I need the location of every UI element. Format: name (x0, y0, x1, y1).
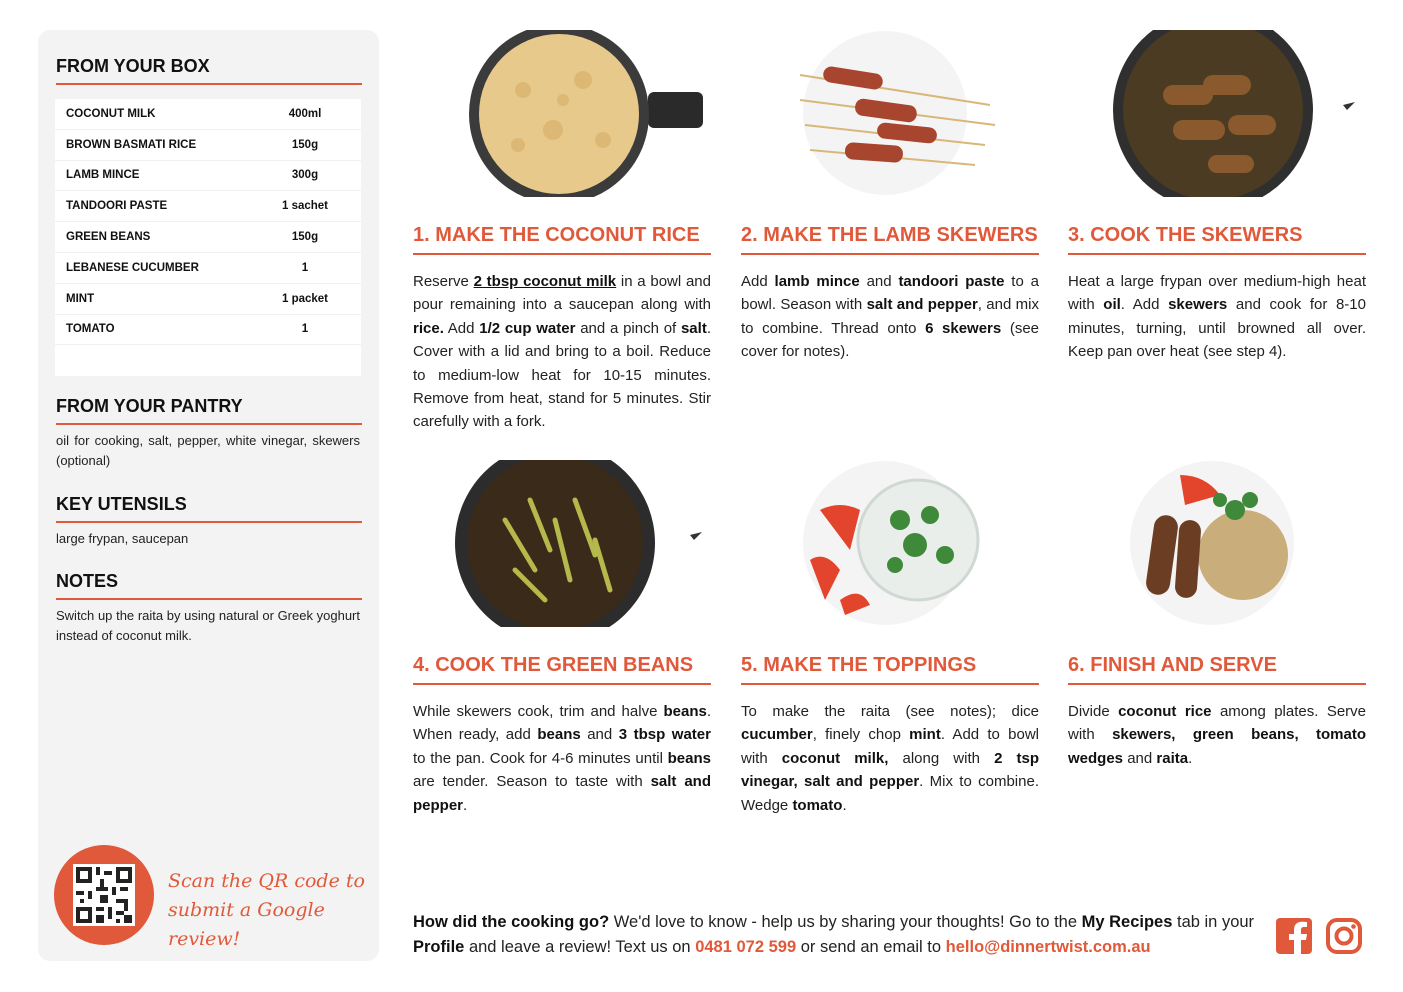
ingredient-row (55, 191, 361, 222)
step-3 (1068, 224, 1366, 364)
step-2-title: 2. MAKE THE LAMB SKEWERS (741, 224, 1039, 255)
pantry-text: oil for cooking, salt, pepper, white vinegar, skewers (optional) (56, 433, 360, 468)
bold-text: cucumber (741, 726, 813, 744)
facebook-icon[interactable] (1275, 917, 1313, 955)
step-2 (741, 224, 1039, 364)
feedback-footer (413, 910, 1263, 960)
text-run: . Cover with a lid and bring to a boil. Reduce to medium-low heat for 10-15 minutes. Remove from heat, stand for 5 minutes. Stir carefully with a fork. (413, 319, 711, 431)
text-run: Reserve (413, 273, 474, 290)
bold-text: oil (1103, 296, 1121, 314)
step-6-instructions (1068, 700, 1366, 770)
bold-text: My Recipes (1081, 913, 1173, 931)
plated-dish-image (1125, 460, 1300, 627)
step-5-instructions (741, 700, 1039, 817)
text-run: . Add to bowl with (741, 726, 1039, 767)
text-run: and a pinch of (575, 319, 681, 337)
bold-text: tomato (792, 796, 843, 814)
skewers-in-frypan-image (1108, 30, 1358, 197)
ingredient-row (55, 99, 361, 130)
text-run: (see cover for notes). (741, 319, 1039, 361)
text-run: Heat a large frypan over medium-high heat with (1068, 273, 1366, 314)
step-6 (1068, 654, 1366, 770)
text-run: To make the raita (see notes); dice (741, 703, 1039, 720)
step-4-instructions (413, 700, 711, 817)
text-run: Add (443, 319, 480, 337)
text-run: along with (888, 749, 995, 767)
ingredient-row (55, 284, 361, 315)
bold-text: 2 tbsp coconut milk (473, 273, 617, 290)
ingredient-name: TANDOORI PASTE (66, 200, 168, 213)
step-5 (741, 654, 1039, 817)
step-4 (413, 654, 711, 817)
bold-text: beans (663, 703, 707, 720)
bold-text: raita (1156, 749, 1189, 767)
text-run: or send an email to (796, 938, 946, 956)
text-run: are tender. Season to taste with (413, 773, 651, 791)
ingredient-row (55, 253, 361, 284)
step-1 (413, 224, 711, 434)
text-run: We'd love to know - help us by sharing your thoughts! Go to the (609, 913, 1082, 931)
bold-text: How did the cooking go? (413, 913, 610, 931)
qr-caption: Scan the QR code to submit a Google review! (168, 870, 365, 950)
step-5-title: 5. MAKE THE TOPPINGS (741, 654, 1039, 685)
step-3-title: 3. COOK THE SKEWERS (1068, 224, 1366, 255)
bold-text: lamb mince (774, 273, 860, 290)
notes-text: Switch up the raita by using natural or Greek yoghurt instead of coconut milk. (56, 608, 360, 643)
ingredient-qty: 150g (291, 138, 319, 151)
bold-text: skewers (1168, 296, 1228, 314)
ingredient-qty: 1 sachet (281, 200, 329, 213)
ingredient-name: MINT (66, 292, 95, 305)
bold-text: coconut rice (1118, 703, 1212, 720)
key-utensils-heading: KEY UTENSILS (56, 494, 362, 523)
ingredient-qty: 300g (291, 169, 319, 182)
bold-text: 3 tbsp water (618, 726, 711, 744)
text-run: . (463, 796, 468, 814)
text-run: Divide (1068, 703, 1119, 720)
contact-link[interactable]: 0481 072 599 (695, 938, 797, 956)
bold-text: salt and pepper (866, 296, 978, 314)
text-run: . When ready, add (413, 703, 711, 744)
ingredient-row (55, 222, 361, 253)
qr-code-icon (73, 864, 135, 926)
bold-text: tandoori paste (898, 273, 1005, 290)
text-run: While skewers cook, trim and halve (413, 703, 664, 720)
text-run: and (1123, 749, 1157, 767)
text-run: to a bowl. Season with (741, 273, 1039, 314)
step-2-instructions (741, 270, 1039, 364)
ingredient-qty: 150g (291, 231, 319, 244)
bold-text: mint (909, 726, 941, 744)
step-3-instructions (1068, 270, 1366, 364)
rice-in-saucepan-image (463, 30, 703, 197)
text-run: , and mix to combine. Thread onto (741, 296, 1039, 337)
ingredient-row (55, 161, 361, 192)
text-run: among plates. Serve with (1068, 703, 1366, 744)
bold-text: 6 skewers (925, 319, 1002, 337)
text-run: . (842, 796, 847, 814)
raita-and-tomato-image (800, 460, 990, 627)
ingredient-qty: 1 (301, 323, 309, 336)
ingredients-sidebar (38, 30, 379, 961)
ingredient-qty: 1 (301, 261, 309, 274)
bold-text: Profile (413, 938, 465, 956)
ingredient-name: COCONUT MILK (66, 107, 156, 120)
bold-text: salt (680, 319, 707, 337)
bold-text: 1/2 cup water (479, 319, 576, 337)
text-run: and cook for 8-10 minutes, turning, until browned all over. Keep pan over heat (see step 4). (1068, 296, 1366, 361)
text-run: . (1188, 749, 1193, 767)
ingredient-name: LEBANESE CUCUMBER (66, 261, 199, 274)
beans-in-frypan-image (455, 460, 705, 627)
bold-text: skewers, green beans, tomato wedges (1068, 726, 1367, 767)
from-your-pantry-heading: FROM YOUR PANTRY (56, 396, 362, 425)
ingredient-name: BROWN BASMATI RICE (66, 138, 197, 151)
qr-code-badge[interactable] (54, 845, 154, 945)
text-run: and (580, 726, 619, 744)
step-1-instructions (413, 270, 711, 434)
text-run: Add (741, 273, 775, 290)
step-6-title: 6. FINISH AND SERVE (1068, 654, 1366, 685)
text-run: in a bowl and pour remaining into a saucepan along with (413, 273, 711, 314)
notes-heading: NOTES (56, 571, 362, 600)
step-4-title: 4. COOK THE GREEN BEANS (413, 654, 711, 685)
contact-link[interactable]: hello@dinnertwist.com.au (945, 938, 1151, 956)
text-run: tab in your (1172, 913, 1255, 931)
bold-text: coconut milk, (781, 749, 889, 767)
bold-text: 2 tsp vinegar, salt and pepper (741, 749, 1039, 791)
text-run: . Mix to combine. Wedge (741, 773, 1039, 814)
ingredient-qty: 1 packet (281, 292, 329, 305)
from-your-box-heading: FROM YOUR BOX (56, 56, 362, 85)
ingredient-name: TOMATO (66, 323, 115, 336)
ingredient-row (55, 315, 361, 346)
text-run: to the pan. Cook for 4-6 minutes until (413, 749, 668, 767)
text-run: and leave a review! Text us on (464, 938, 696, 956)
ingredient-name: GREEN BEANS (66, 231, 151, 244)
bold-text: salt and pepper (413, 773, 711, 814)
ingredient-name: LAMB MINCE (66, 169, 140, 182)
ingredient-row (55, 130, 361, 161)
bold-text: beans (537, 726, 581, 744)
utensils-text: large frypan, saucepan (56, 531, 189, 546)
lamb-skewers-image (795, 30, 1005, 197)
step-1-title: 1. MAKE THE COCONUT RICE (413, 224, 711, 255)
text-run: and (859, 273, 899, 290)
text-run: . Add (1120, 296, 1169, 314)
ingredient-qty: 400ml (288, 107, 322, 120)
instagram-icon[interactable] (1325, 917, 1363, 955)
text-run: , finely chop (812, 726, 910, 744)
bold-text: beans (667, 749, 711, 767)
ingredients-table (55, 99, 361, 376)
bold-text: rice. (413, 319, 444, 337)
